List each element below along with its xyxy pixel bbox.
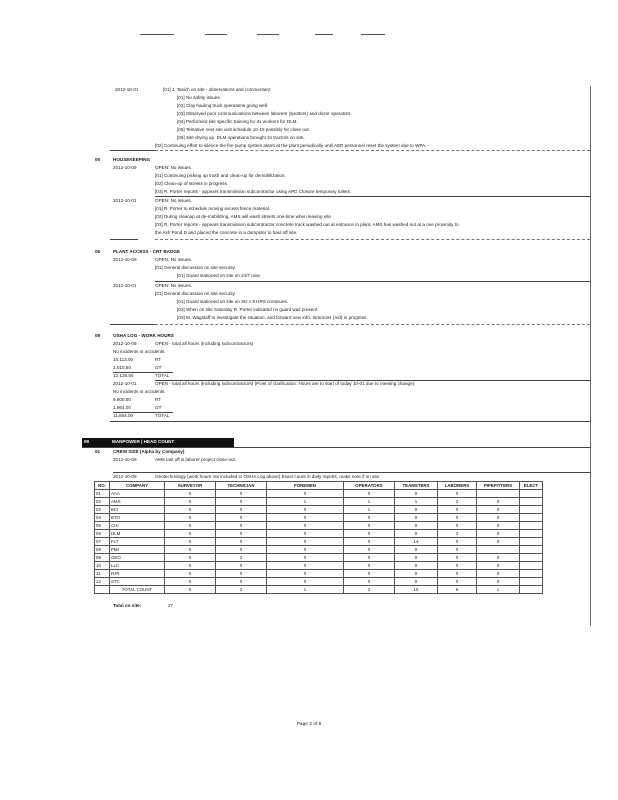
row-number: 07: [95, 538, 110, 546]
count-cell: 0: [165, 506, 216, 514]
hours-label: TOTAL: [155, 373, 170, 378]
list-item: [01] R. Porter to schedule moving excess fence material.: [155, 206, 271, 211]
count-cell: 0: [438, 538, 477, 546]
section-number: 08: [95, 333, 101, 338]
count-cell: 0: [344, 578, 395, 586]
entry-divider: [113, 472, 590, 473]
entry-status: OPEN - total all hours (including subcontractors): [155, 341, 254, 346]
count-cell: 0: [344, 538, 395, 546]
count-cell: 0: [165, 522, 216, 530]
section-divider: [155, 150, 590, 151]
list-item: [03] Observed poor communications between laborers (spotters) and dozer operators: [177, 111, 351, 116]
hours-label: RT: [155, 397, 162, 402]
count-cell: 0: [344, 562, 395, 570]
banner-rule: [82, 447, 590, 448]
count-cell: 1: [344, 498, 395, 506]
entry-status: OPEN: No issues.: [155, 257, 193, 262]
table-total-row: [95, 586, 543, 594]
list-item: [01] General discussion on site security.: [155, 291, 236, 296]
total-cell: 5: [438, 586, 477, 594]
count-cell: [520, 538, 543, 546]
count-cell: [520, 554, 543, 562]
count-cell: 0: [438, 570, 477, 578]
section-divider: [110, 324, 155, 325]
entry-date: 2012-10-01: [115, 87, 139, 92]
count-cell: 0: [477, 538, 520, 546]
total-label-cell: TOTAL COUNT: [110, 586, 165, 594]
count-cell: 0: [395, 570, 438, 578]
company-cell: CHI: [110, 522, 165, 530]
section-number: 05: [95, 157, 101, 162]
header-dash-1: [140, 34, 174, 35]
count-cell: 0: [344, 514, 395, 522]
count-cell: 0: [344, 546, 395, 554]
total-cell: 1: [477, 586, 520, 594]
list-item: [02] Clay hauling truck operations going well.: [177, 103, 269, 108]
entry-date: 2012-10-09: [113, 474, 137, 479]
count-cell: 0: [477, 570, 520, 578]
count-cell: 0: [438, 522, 477, 530]
list-item: [02] During cleanup at de-mobilizing, AMS will wash streets one-time when leaving site.: [155, 214, 333, 219]
entry-text: Geotechnology (work hours not included in OSHA Log above) Exact count in daily reports, make note if on site.: [155, 474, 381, 479]
count-cell: 0: [344, 554, 395, 562]
company-cell: FLT: [110, 538, 165, 546]
table-row: [95, 570, 543, 578]
count-cell: 0: [165, 554, 216, 562]
entry-note: No incidents or accidents.: [113, 349, 166, 354]
count-cell: 0: [165, 498, 216, 506]
table-row: [95, 498, 543, 506]
total-on-site-value: 27: [168, 603, 174, 608]
count-cell: 0: [477, 578, 520, 586]
entry-heading: [01] J. Tasich on site - observations and commentary:: [163, 87, 272, 92]
count-cell: 0: [267, 514, 344, 522]
count-cell: 0: [267, 562, 344, 570]
count-cell: 0: [165, 546, 216, 554]
count-cell: 0: [165, 530, 216, 538]
count-cell: 0: [267, 538, 344, 546]
list-item: [03] R. Porter reports - appears transmission subcontractor using APD Closure temporary toilets.: [155, 189, 352, 194]
total-cell: 1: [267, 586, 344, 594]
count-cell: 2: [438, 498, 477, 506]
count-cell: 0: [267, 506, 344, 514]
row-number: 12: [95, 578, 110, 586]
header-dash-3: [257, 34, 279, 35]
crew-table-body: [95, 490, 543, 594]
count-cell: 0: [477, 522, 520, 530]
count-cell: 0: [216, 562, 267, 570]
entry-date: 2012-10-09: [113, 341, 137, 346]
column-header: TECHNICIAN: [216, 482, 267, 490]
count-cell: 0: [165, 514, 216, 522]
total-cell: 2: [216, 586, 267, 594]
count-cell: 1: [395, 498, 438, 506]
list-item: [01] No safety issues.: [177, 95, 221, 100]
column-header: PIPEFITTERS: [477, 482, 520, 490]
count-cell: [477, 490, 520, 498]
count-cell: 0: [165, 578, 216, 586]
row-number: 02: [95, 498, 110, 506]
section-number: 09: [84, 439, 90, 444]
count-cell: 14: [395, 538, 438, 546]
count-cell: 0: [438, 578, 477, 586]
count-cell: 0: [216, 490, 267, 498]
list-item: [01] Guard stationed on site on 24/7 now.: [177, 273, 261, 278]
column-header: OPERATORS: [344, 482, 395, 490]
hours-value: 11,864.00: [113, 413, 134, 418]
row-number: 03: [95, 506, 110, 514]
hours-value: 1,964.00: [113, 405, 131, 410]
count-cell: 0: [216, 546, 267, 554]
list-item: [02] When on site Saturday R. Porter indicated no guard was present.: [177, 307, 319, 312]
column-header: TEAMSTERS: [395, 482, 438, 490]
count-cell: 1: [344, 506, 395, 514]
entry-date: 2012-10-01: [113, 283, 137, 288]
table-row: [95, 546, 543, 554]
page-number: Page 2 of 6: [296, 722, 322, 727]
company-cell: RJR: [110, 570, 165, 578]
table-row: [95, 514, 543, 522]
entry-date: 2012-10-09: [113, 165, 137, 170]
company-cell: STC: [110, 578, 165, 586]
header-dash-5: [361, 34, 385, 35]
count-cell: 0: [216, 538, 267, 546]
entry-status: OPEN: No issues.: [155, 198, 193, 203]
right-margin-rule: [590, 86, 591, 626]
count-cell: [520, 562, 543, 570]
count-cell: 3: [438, 530, 477, 538]
count-cell: 0: [216, 522, 267, 530]
count-cell: [520, 578, 543, 586]
company-cell: DLM: [110, 530, 165, 538]
count-cell: [477, 546, 520, 554]
list-item: [02] Continuing effort to silence the fire pump system alarm at the plant periodically until AER personnel reset the system due to WPA.: [155, 143, 427, 148]
count-cell: 0: [165, 538, 216, 546]
count-cell: 1: [267, 498, 344, 506]
count-cell: 0: [477, 506, 520, 514]
count-cell: [520, 506, 543, 514]
entry-text: AMS last off is laborer project close-out.: [155, 457, 237, 462]
count-cell: 0: [477, 498, 520, 506]
count-cell: 0: [267, 546, 344, 554]
count-cell: 0: [216, 570, 267, 578]
count-cell: 0: [395, 522, 438, 530]
subsection-title: CREW SIZE (Alpha by Company): [113, 449, 185, 454]
count-cell: 0: [477, 514, 520, 522]
row-number: 09: [95, 554, 110, 562]
column-header: NO.: [95, 482, 110, 490]
row-number: 06: [95, 530, 110, 538]
count-cell: 0: [395, 514, 438, 522]
count-cell: 0: [477, 554, 520, 562]
count-cell: 0: [216, 578, 267, 586]
subsection-number: 01: [95, 449, 101, 454]
list-item: [03] M. Wagstaff to investigate the situation, and forward new info. Simmons (Aid) in progress.: [177, 315, 368, 320]
total-cell: [95, 586, 110, 594]
count-cell: 0: [438, 546, 477, 554]
entry-note: No incidents or accidents.: [113, 389, 166, 394]
section-title: HOUSEKEEPING: [113, 157, 151, 162]
section-divider: [110, 239, 138, 240]
table-row: [95, 554, 543, 562]
hours-value: 10,113.00: [113, 357, 134, 362]
count-cell: 0: [267, 578, 344, 586]
count-cell: 0: [267, 490, 344, 498]
count-cell: 0: [395, 554, 438, 562]
entry-date: 2012-10-01: [113, 381, 137, 386]
crew-size-table: [94, 481, 543, 594]
company-cell: GEO: [110, 554, 165, 562]
row-number: 10: [95, 562, 110, 570]
count-cell: 0: [165, 562, 216, 570]
company-cell: LLC: [110, 562, 165, 570]
column-header: COMPANY: [110, 482, 165, 490]
entry-status: OPEN: No issues.: [155, 165, 193, 170]
list-item: [06] Site drying up. DLM operations brought 2x tractors on site.: [177, 135, 305, 140]
count-cell: 0: [438, 490, 477, 498]
row-number: 11: [95, 570, 110, 578]
company-cell: BCI: [110, 506, 165, 514]
table-row: [95, 490, 543, 498]
entry-date: 2012-10-01: [113, 198, 137, 203]
hours-value: 9,900.00: [113, 397, 131, 402]
hours-label: OT: [155, 365, 162, 370]
count-cell: 0: [344, 530, 395, 538]
count-cell: 0: [216, 530, 267, 538]
count-cell: 0: [477, 530, 520, 538]
list-item: [01] Guard stationed on site on SD x 8 HRS continues.: [177, 299, 289, 304]
section-number: 06: [95, 249, 101, 254]
hours-label: RT: [155, 357, 162, 362]
count-cell: [520, 522, 543, 530]
count-cell: 0: [344, 570, 395, 578]
table-header-row: [95, 482, 543, 490]
entry-date: 2012-10-09: [113, 457, 137, 462]
total-cell: [520, 586, 543, 594]
total-on-site-label: Total on site:: [113, 603, 142, 608]
count-cell: 0: [395, 530, 438, 538]
column-header: ELECT: [520, 482, 543, 490]
entry-divider: [155, 281, 590, 282]
count-cell: 0: [395, 562, 438, 570]
list-item: [02] Clean-up of streets in progress.: [155, 181, 229, 186]
count-cell: 0: [438, 562, 477, 570]
header-dash-2: [205, 34, 227, 35]
table-row: [95, 506, 543, 514]
total-cell: 0: [165, 586, 216, 594]
row-number: 05: [95, 522, 110, 530]
header-dash-4: [315, 34, 333, 35]
hours-value: 12,128.50: [113, 373, 134, 378]
company-cell: AMS: [110, 498, 165, 506]
table-row: [95, 538, 543, 546]
count-cell: 0: [477, 562, 520, 570]
list-item: the Ash Pond D and placed the concrete in a dumpster to haul off site.: [155, 230, 298, 235]
entry-divider: [155, 196, 590, 197]
hours-value: 2,015.50: [113, 365, 131, 370]
table-row: [95, 578, 543, 586]
count-cell: 0: [395, 578, 438, 586]
count-cell: 0: [165, 570, 216, 578]
list-item: [05] Tentative next site visit schedule 10-15 possibly for close out.: [177, 127, 310, 132]
section-divider: [110, 150, 155, 151]
hours-label: OT: [155, 405, 162, 410]
count-cell: [520, 546, 543, 554]
count-cell: 0: [395, 506, 438, 514]
section-divider: [110, 421, 590, 422]
hours-label: TOTAL: [155, 413, 170, 418]
column-header: LABORERS: [438, 482, 477, 490]
entry-date: 2012-10-09: [113, 257, 137, 262]
company-cell: PMI: [110, 546, 165, 554]
list-item: [01] Continuing picking up trash and clean-up for demobilization.: [155, 173, 286, 178]
entry-status: OPEN: No issues.: [155, 283, 193, 288]
list-item: [04] Performed site specific training for 4x workers for DLM.: [177, 119, 298, 124]
count-cell: 0: [438, 514, 477, 522]
column-header: SURVEYOR: [165, 482, 216, 490]
count-cell: 0: [438, 506, 477, 514]
count-cell: [520, 498, 543, 506]
count-cell: [520, 530, 543, 538]
count-cell: [520, 490, 543, 498]
company-cell: BTO: [110, 514, 165, 522]
count-cell: 0: [267, 554, 344, 562]
section-title: MANPOWER | HEAD COUNT: [112, 439, 175, 444]
section-title: OSHA LOG - WORK HOURS: [113, 333, 174, 338]
count-cell: 0: [165, 490, 216, 498]
count-cell: 0: [216, 498, 267, 506]
entry-status: OPEN - total all hours (including subcontractors) (Point of clarification: Hours are to start of today 10-01 due to meeting change).: [155, 381, 416, 386]
list-item: [03] R. Porter reports - appears transmission subcontractor concrete truck washed out at entrance to plant. AMS has washed out at a one proximity to: [155, 222, 459, 227]
table-row: [95, 522, 543, 530]
count-cell: 0: [267, 530, 344, 538]
row-number: 04: [95, 514, 110, 522]
section-title: PLANT ACCESS - CRT BADGE: [113, 249, 180, 254]
row-number: 01: [95, 490, 110, 498]
table-row: [95, 530, 543, 538]
count-cell: [520, 570, 543, 578]
section-divider: [155, 239, 590, 240]
count-cell: 0: [344, 522, 395, 530]
section-divider: [155, 324, 590, 325]
company-cell: AAA: [110, 490, 165, 498]
total-cell: 15: [395, 586, 438, 594]
table-row: [95, 562, 543, 570]
column-header: FOREMEN: [267, 482, 344, 490]
count-cell: 0: [344, 490, 395, 498]
count-cell: 0: [438, 554, 477, 562]
count-cell: 0: [395, 490, 438, 498]
count-cell: 0: [267, 522, 344, 530]
count-cell: [520, 514, 543, 522]
row-number: 08: [95, 546, 110, 554]
count-cell: 0: [267, 570, 344, 578]
count-cell: 0: [216, 514, 267, 522]
count-cell: 0: [216, 506, 267, 514]
total-cell: 2: [344, 586, 395, 594]
count-cell: 2: [216, 554, 267, 562]
count-cell: 0: [395, 546, 438, 554]
list-item: [01] General discussion on site security.: [155, 265, 236, 270]
